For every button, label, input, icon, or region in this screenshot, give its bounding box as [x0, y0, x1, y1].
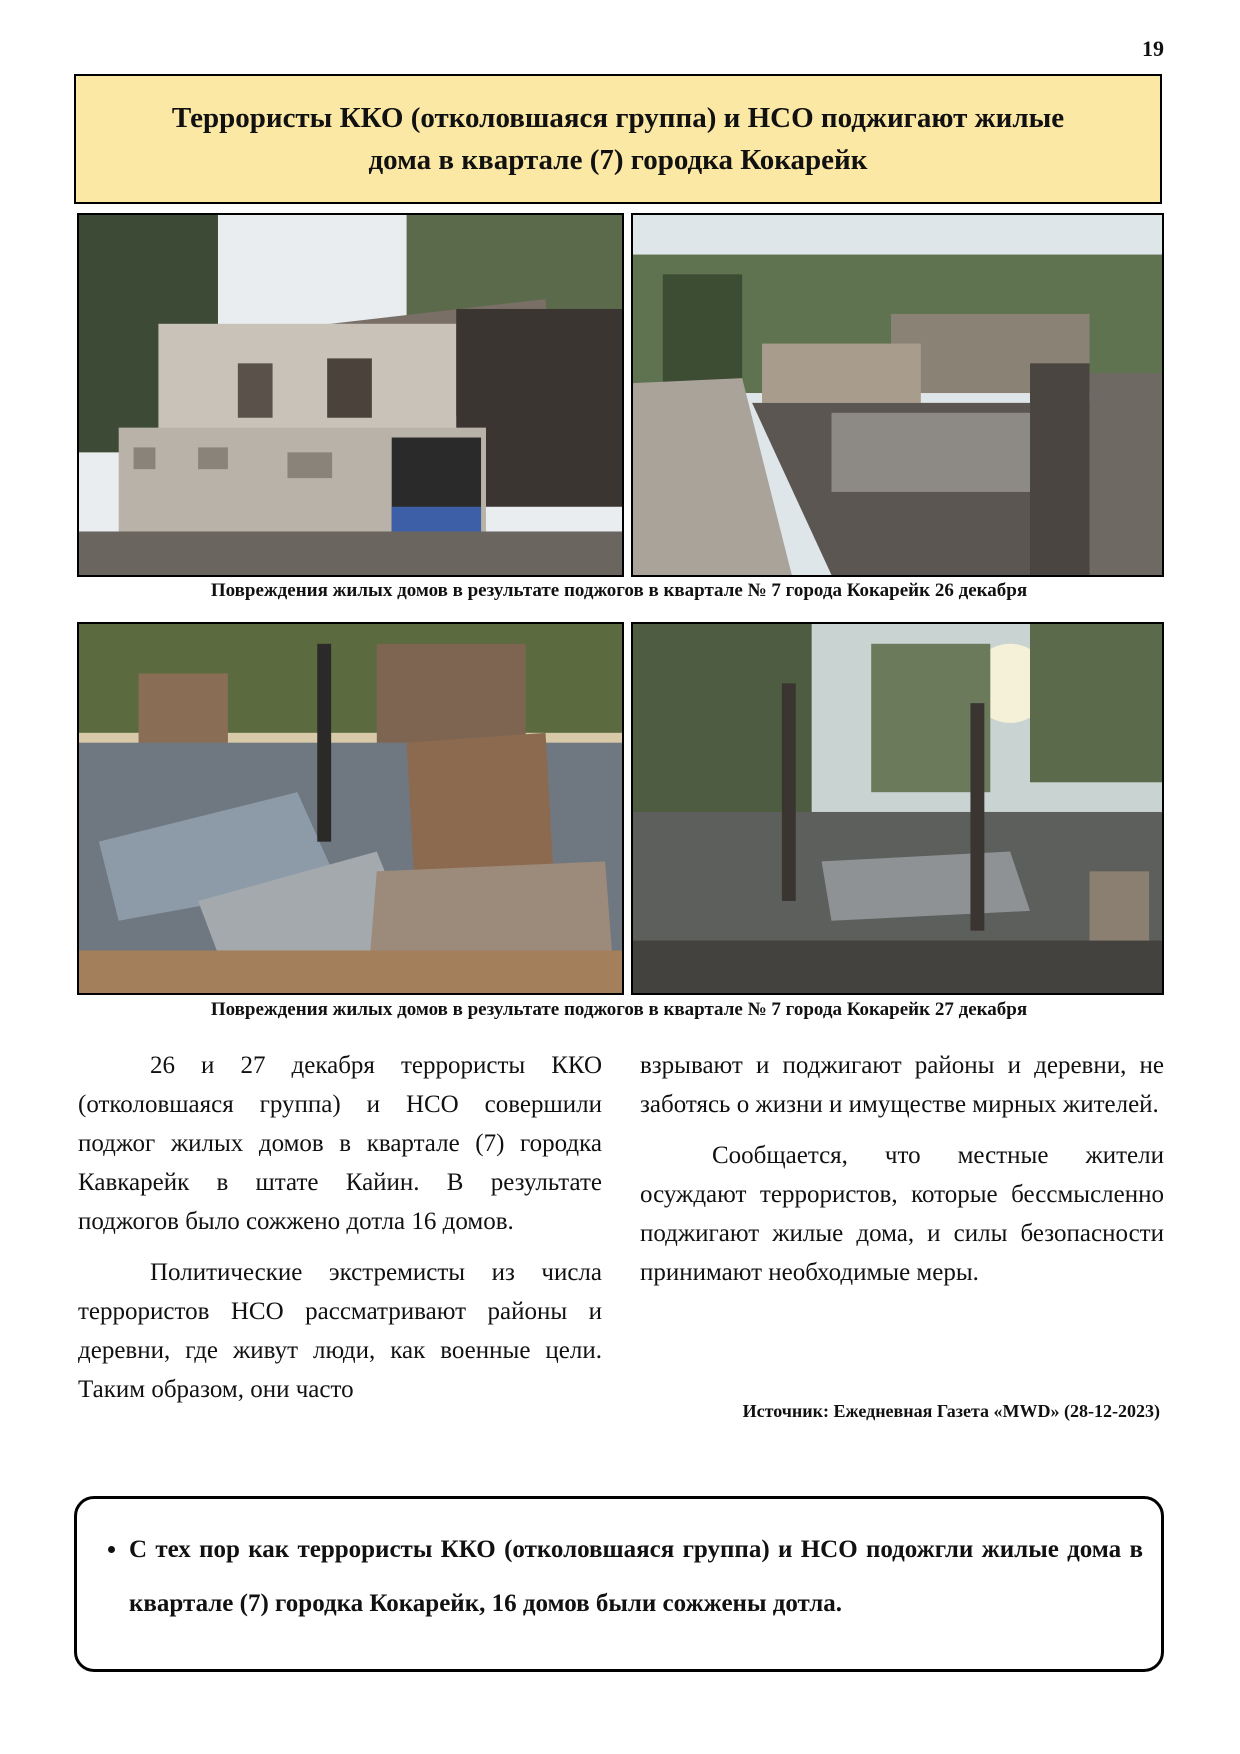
- title-box: [74, 74, 1162, 204]
- photo-burned-roofing: [77, 622, 624, 995]
- title-line-2: дома в квартале (7) городка Кокарейк: [368, 144, 868, 176]
- title-line-1: Террористы ККО (отколовшаяся группа) и НСО поджигают жилые: [171, 102, 1065, 134]
- photo-burned-house-image: [79, 215, 622, 575]
- summary-list: [95, 1523, 1143, 1631]
- photo-burned-area-image: [633, 624, 1162, 993]
- article-left-paragraph-2: Политические экстремисты из числа террористов НСО рассматривают районы и деревни, где живут люди, как военные цели. Таким образом, они часто: [78, 1259, 602, 1403]
- photo-burned-street: [631, 213, 1164, 577]
- caption-row-1: Повреждения жилых домов в результате поджогов в квартале № 7 города Кокарейк 26 декабря: [210, 580, 1028, 601]
- photo-burned-house: [77, 213, 624, 577]
- article-right-paragraph-2: Сообщается, что местные жители осуждают террористов, которые бессмысленно поджигают жилые дома, и силы безопасности принимают необходимые меры.: [640, 1142, 1164, 1286]
- article-right-paragraph-1: взрывают и поджигают районы и деревни, не заботясь о жизни и имуществе мирных жителей.: [640, 1052, 1164, 1118]
- article-left-column: [78, 1046, 602, 1421]
- photo-burned-roofing-image: [79, 624, 622, 993]
- page-number: 19: [1142, 36, 1164, 61]
- page-title: [172, 97, 1064, 181]
- photo-burned-street-image: [633, 215, 1162, 575]
- summary-bullet: • С тех пор как террористы ККО (отколовшаяся группа) и НСО подожгли жилые дома в квартале (7) городка Кокарейк, 16 домов были сожжены дотла.: [129, 1523, 1143, 1631]
- article-left-paragraph-1: 26 и 27 декабря террористы ККО (отколовшаяся группа) и НСО совершили поджог жилых домов в квартале (7) городка Кавкарейк в штате Кайин. В результате поджогов было сожжено дотла 16 домов.: [78, 1052, 602, 1235]
- article-right-column: [640, 1046, 1164, 1304]
- source-line: Источник: Ежедневная Газета «MWD» (28-12-2023): [742, 1401, 1160, 1421]
- caption-row-2: Повреждения жилых домов в результате поджогов в квартале № 7 города Кокарейк 27 декабря: [210, 999, 1028, 1020]
- photo-burned-area: [631, 622, 1164, 995]
- summary-box: [74, 1496, 1164, 1672]
